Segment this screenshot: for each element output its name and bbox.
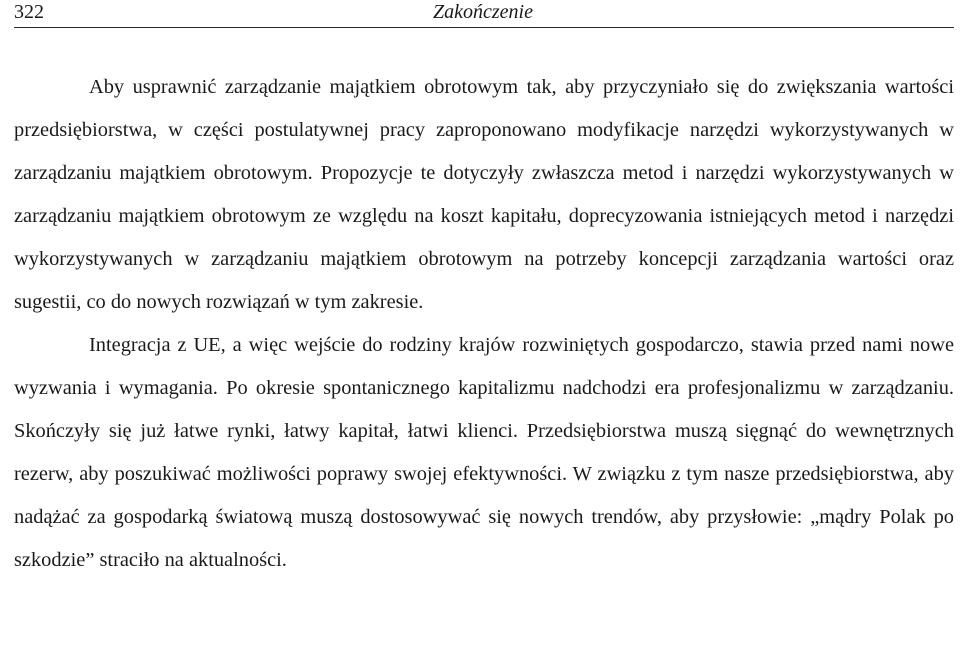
running-header	[14, 0, 954, 28]
body-text	[14, 66, 954, 582]
chapter-title: Zakończenie	[433, 1, 533, 23]
paragraph-1: Aby usprawnić zarządzanie majątkiem obrotowym tak, aby przyczyniało się do zwiększania wartości przedsiębiorstwa, w części postulatywnej pracy zaproponowano modyfikacje narzędzi wykorzystywanych w zarządzaniu majątkiem obrotowym. Propozycje te dotyczyły zwłaszcza metod i narzędzi wykorzystywanych w zarządzaniu majątkiem obrotowym ze względu na koszt kapitału, doprecyzowania istniejących metod i narzędzi wykorzystywanych w zarządzaniu majątkiem obrotowym na potrzeby koncepcji zarządzania wartości oraz sugestii, co do nowych rozwiązań w tym zakresie.	[14, 76, 954, 313]
paragraph-2: Integracja z UE, a więc wejście do rodziny krajów rozwiniętych gospodarczo, stawia przed nami nowe wyzwania i wymagania. Po okresie spontanicznego kapitalizmu nadchodzi era profesjonalizmu w zarządzaniu. Skończyły się już łatwe rynki, łatwy kapitał, łatwi klienci. Przedsiębiorstwa muszą sięgnąć do wewnętrznych rezerw, aby poszukiwać możliwości poprawy swojej efektywności. W związku z tym nasze przedsiębiorstwa, aby nadążać za gospodarką światową muszą dostosowywać się nowych trendów, aby przysłowie: „mądry Polak po szkodzie” straciło na aktualności.	[14, 334, 954, 571]
page-number: 322	[14, 1, 44, 23]
